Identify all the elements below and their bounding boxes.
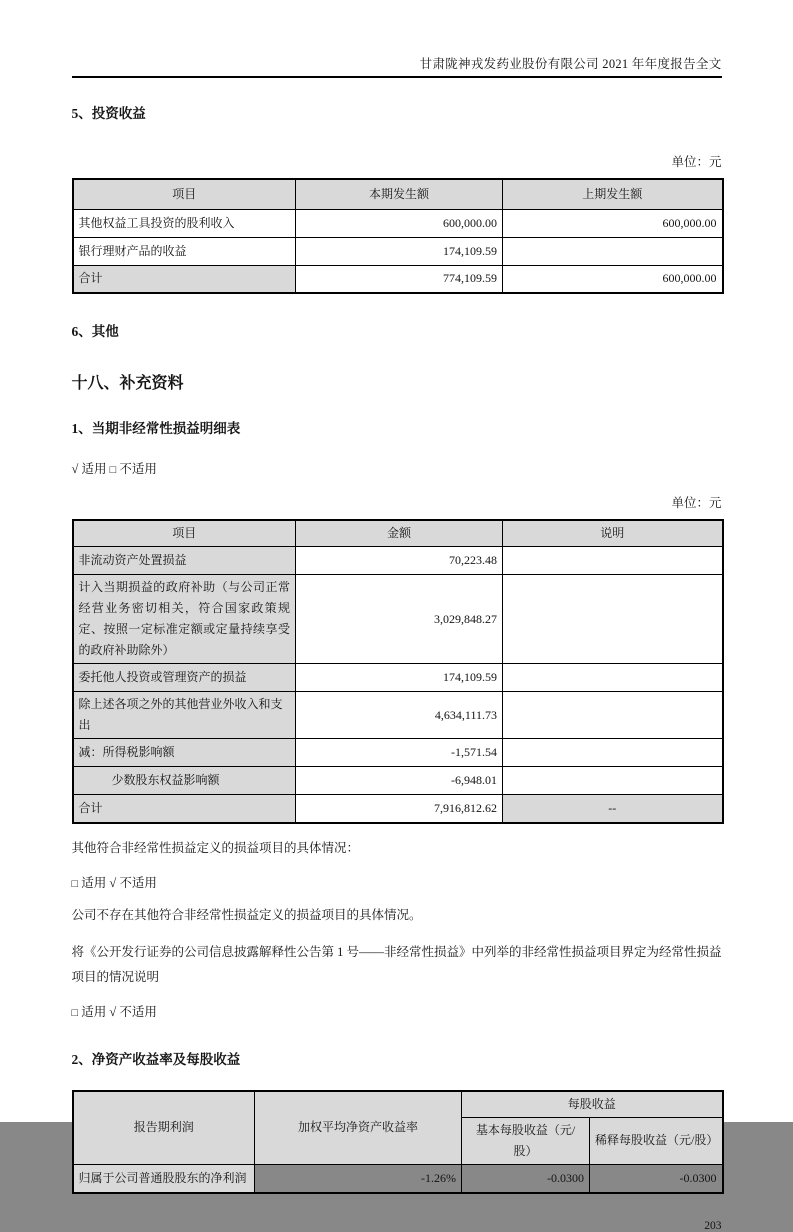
table-total-row [73,795,723,823]
applicable-label: 适用 [81,1004,107,1019]
table-total-row [73,265,723,293]
checkbox-icon: □ [71,1006,79,1019]
applicability-line [72,873,722,891]
note-cell [503,664,723,692]
item-cell: 少数股东权益影响额 [73,767,296,795]
table-row [73,664,723,692]
page-header [72,0,722,78]
note-cell [503,575,723,664]
amount-cell: 70,223.48 [296,547,503,575]
item-cell: 非流动资产处置损益 [73,547,296,575]
column-header: 说明 [503,520,723,547]
item-cell: 其他权益工具投资的股利收入 [73,209,296,237]
note-cell: -- [503,795,723,823]
amount-cell: 3,029,848.27 [296,575,503,664]
not-applicable-label: 不适用 [119,875,157,890]
applicable-label: 适用 [81,462,107,476]
table-row [73,1164,723,1193]
section-18-2-heading: 2、净资产收益率及每股收益 [71,1051,241,1067]
section-6-heading: 6、其他 [71,324,119,339]
column-header: 本期发生额 [296,179,503,209]
amount-cell: -6,948.01 [296,767,503,795]
column-header: 金额 [296,520,503,547]
note-paragraph: 公司不存在其他符合非经常性损益定义的损益项目的具体情况。 [71,907,422,922]
investment-income-table [72,178,724,294]
amount-cell [503,237,723,265]
applicability-line [72,1002,722,1020]
note-cell [503,739,723,767]
amount-cell: 600,000.00 [503,265,723,293]
section-18-heading: 十八、补充资料 [71,375,184,392]
not-applicable-label: 不适用 [119,1004,157,1019]
group-header: 每股收益 [462,1091,723,1118]
amount-cell: -1,571.54 [296,739,503,767]
item-cell: 合计 [73,265,296,293]
item-cell: 委托他人投资或管理资产的损益 [73,664,296,692]
check-mark-icon: √ [109,1004,117,1019]
note-paragraph: 其他符合非经常性损益定义的损益项目的具体情况： [71,840,360,855]
item-cell: 合计 [73,795,296,823]
non-recurring-items-table [72,519,724,824]
column-header: 项目 [73,520,296,547]
applicable-label: 适用 [81,875,107,890]
item-cell: 银行理财产品的收益 [73,237,296,265]
checkbox-icon: □ [109,464,117,476]
check-mark-icon: √ [109,875,117,890]
roe-eps-table [72,1090,724,1195]
unit-label: 单位：元 [671,155,722,169]
basic-eps-cell: -0.0300 [462,1164,590,1193]
amount-cell: 174,109.59 [296,664,503,692]
page-number: 203 [704,1220,722,1232]
table-row [73,547,723,575]
roe-cell: -1.26% [255,1164,462,1193]
section-5-heading: 5、投资收益 [71,106,146,121]
applicability-line [72,459,722,477]
amount-cell: 600,000.00 [296,209,503,237]
item-cell: 计入当期损益的政府补助（与公司正常经营业务密切相关，符合国家政策规定、按照一定标准定额或定量持续享受的政府补助除外） [73,575,296,664]
note-cell [503,767,723,795]
note-cell [503,692,723,739]
note-cell [503,547,723,575]
table-row [73,767,723,795]
column-header: 基本每股收益（元/股） [462,1117,590,1164]
table-row [73,209,723,237]
table-row [73,739,723,767]
table-row [73,692,723,739]
amount-cell: 774,109.59 [296,265,503,293]
column-header: 稀释每股收益（元/股） [590,1117,723,1164]
unit-label: 单位：元 [671,496,722,510]
amount-cell: 7,916,812.62 [296,795,503,823]
column-header: 加权平均净资产收益率 [255,1091,462,1165]
table-row [73,237,723,265]
column-header: 项目 [73,179,296,209]
item-cell: 减：所得税影响额 [73,739,296,767]
amount-cell: 600,000.00 [503,209,723,237]
column-header: 报告期利润 [73,1091,255,1165]
check-mark-icon: √ [71,462,79,476]
not-applicable-label: 不适用 [119,462,157,476]
note-paragraph: 将《公开发行证券的公司信息披露解释性公告第 1 号——非经常性损益》中列举的非经常性损益项目界定为经常性损益项目的情况说明 [71,944,722,984]
checkbox-icon: □ [71,877,79,890]
table-row [73,575,723,664]
item-cell: 归属于公司普通股股东的净利润 [73,1164,255,1193]
section-18-1-heading: 1、当期非经常性损益明细表 [71,421,241,436]
report-title: 甘肃陇神戎发药业股份有限公司 2021 年年度报告全文 [419,57,722,71]
diluted-eps-cell: -0.0300 [590,1164,723,1193]
amount-cell: 4,634,111.73 [296,692,503,739]
column-header: 上期发生额 [503,179,723,209]
amount-cell: 174,109.59 [296,237,503,265]
item-cell: 除上述各项之外的其他营业外收入和支出 [73,692,296,739]
